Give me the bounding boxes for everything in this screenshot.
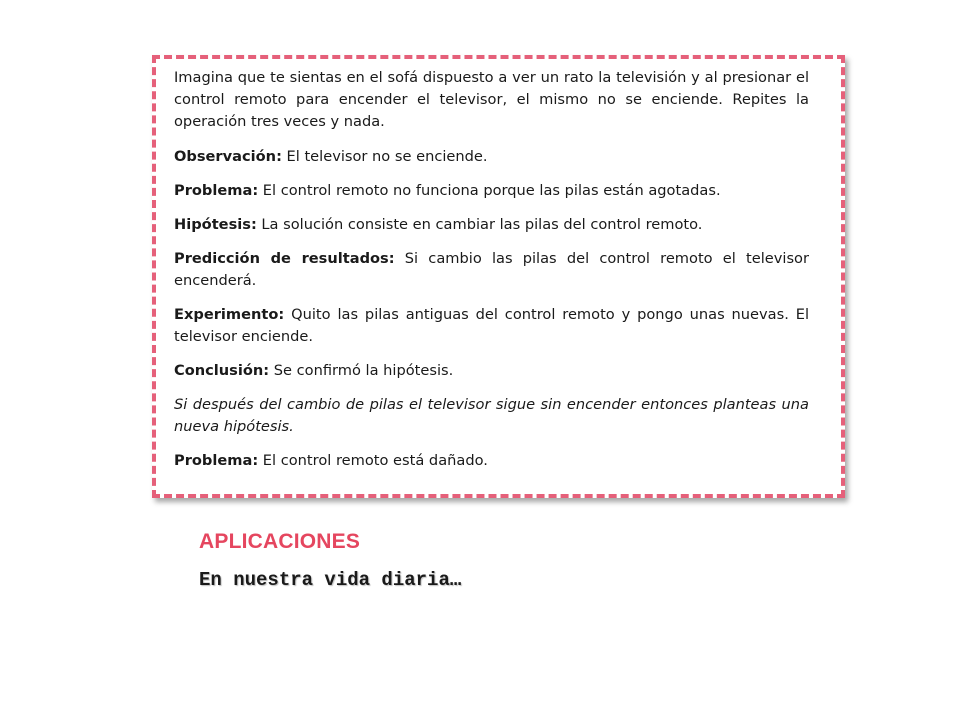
- prediction-text: Si cambio las pilas del control remoto el televisor encenderá.: [174, 250, 809, 289]
- conclusion-paragraph: [174, 360, 809, 382]
- problem-paragraph: [174, 180, 809, 202]
- conclusion-label: Conclusión:: [174, 362, 270, 379]
- observation-label: Observación:: [174, 148, 282, 165]
- problem-text: El control remoto no funciona porque las pilas están agotadas.: [258, 182, 721, 199]
- conclusion-text: Se confirmó la hipótesis.: [269, 362, 454, 379]
- experiment-paragraph: [174, 304, 809, 348]
- intro-paragraph: Imagina que te sientas en el sofá dispuesto a ver un rato la televisión y al presionar el control remoto para encender el televisor, el mismo no se enciende. Repites la operación tres veces y nada.: [174, 69, 809, 130]
- experiment-label: Experimento:: [174, 306, 285, 323]
- hypothesis-paragraph: [174, 214, 809, 236]
- final-problem-paragraph: [174, 450, 809, 472]
- final-problem-text: El control remoto está dañado.: [258, 452, 488, 469]
- hypothesis-text: La solución consiste en cambiar las pilas del control remoto.: [256, 216, 703, 233]
- note-paragraph: Si después del cambio de pilas el televisor sigue sin encender entonces planteas una nueva hipótesis.: [174, 396, 809, 435]
- experiment-text: Quito las pilas antiguas del control remoto y pongo unas nuevas. El televisor enciende.: [174, 306, 809, 345]
- example-card: [152, 55, 845, 498]
- problem-label: Problema:: [174, 182, 259, 199]
- section-title: APLICACIONES: [199, 530, 361, 553]
- hypothesis-label: Hipótesis:: [174, 216, 257, 233]
- section-subtitle: En nuestra vida diaria…: [199, 569, 462, 591]
- final-problem-label: Problema:: [174, 452, 259, 469]
- prediction-label: Predicción de resultados:: [174, 250, 395, 267]
- observation-text: El televisor no se enciende.: [281, 148, 488, 165]
- observation-paragraph: [174, 146, 809, 168]
- prediction-paragraph: [174, 248, 809, 292]
